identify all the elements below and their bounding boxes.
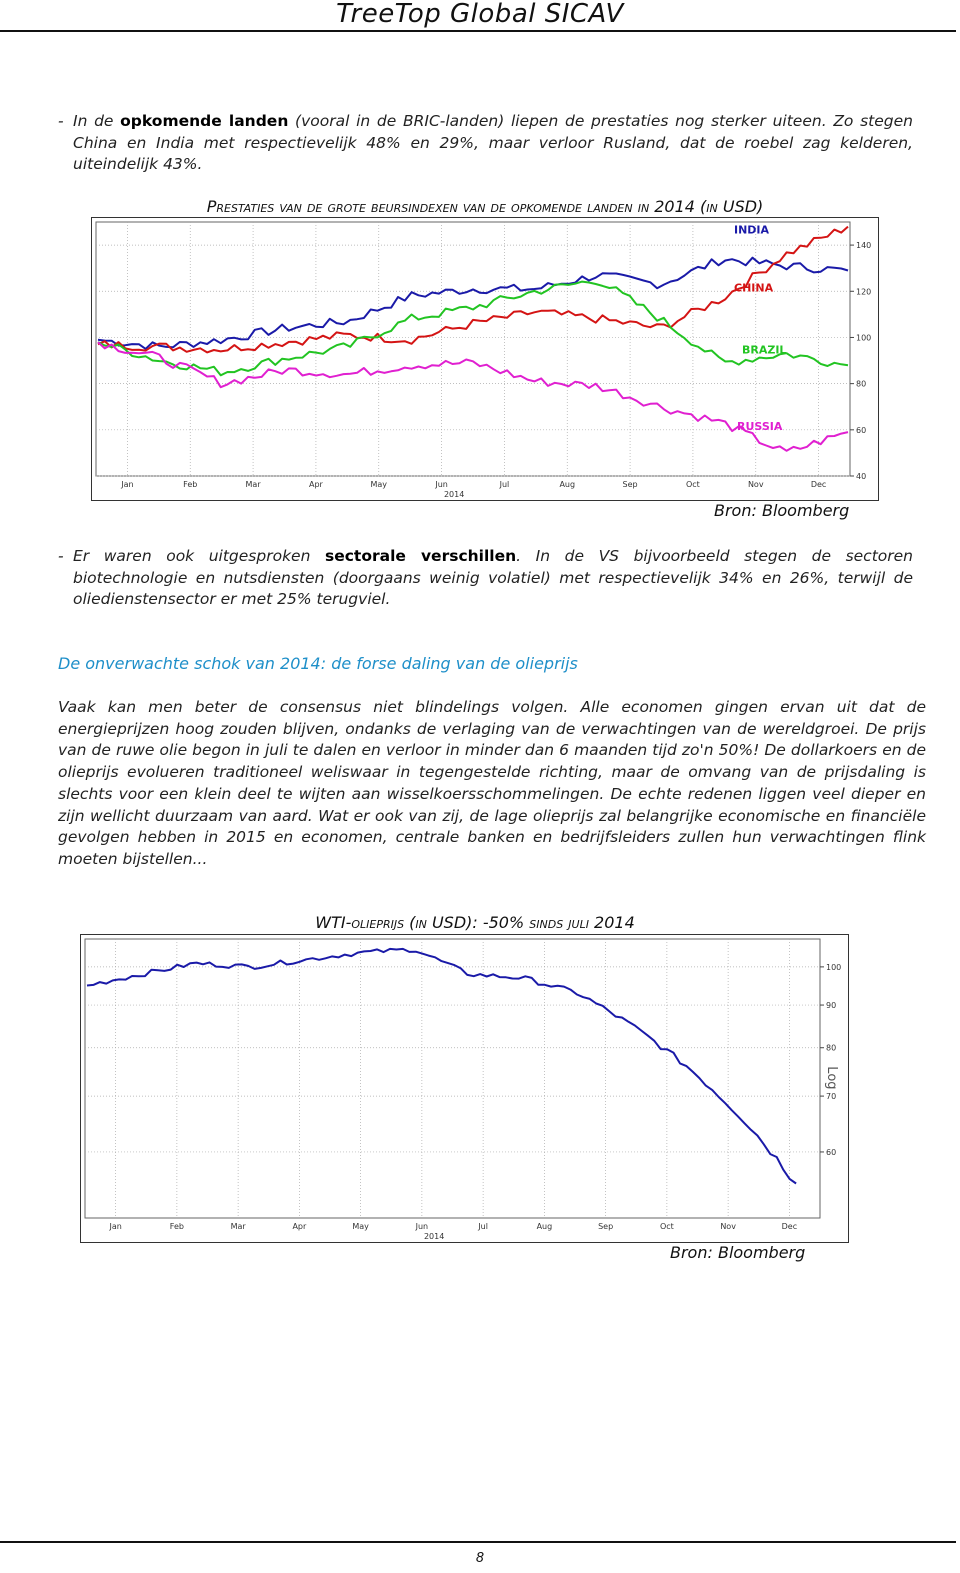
x-tick-label: Jul	[499, 480, 510, 489]
chart-source: Bron: Bloomberg	[714, 501, 850, 520]
y-tick-label: 40	[856, 472, 867, 481]
y-tick-label: 100	[826, 962, 842, 972]
plot-area	[85, 939, 820, 1218]
x-year-label: 2014	[423, 1232, 445, 1241]
x-tick-label: May	[352, 1222, 369, 1231]
axis-note: Log	[824, 1066, 839, 1090]
y-tick-label: 80	[856, 379, 867, 389]
x-tick-label: Apr	[292, 1222, 307, 1231]
page-header	[0, 0, 960, 30]
emphasis: opkomende landen	[120, 112, 289, 130]
emerging-markets-paragraph	[73, 111, 913, 176]
series-label-brazil: BRAZIL	[742, 343, 787, 357]
y-tick-label: 120	[856, 287, 872, 297]
document-title: TreeTop Global SICAV	[336, 0, 624, 29]
paragraph-text: . In de VS bijvoorbeeld stegen de sectoren biotechnologie en nutsdiensten (doorgaans weinig volatiel) met respectievelijk 34% en 26%, terwijl de oliedienstensector er met 25% terugviel.	[73, 547, 913, 609]
series-label-china: CHINA	[734, 281, 774, 295]
x-tick-label: Nov	[747, 480, 764, 489]
x-tick-label: Feb	[169, 1222, 184, 1231]
x-tick-label: Apr	[308, 480, 323, 489]
emerging-markets-chart	[91, 217, 879, 501]
x-tick-label: Jun	[415, 1222, 429, 1231]
x-tick-label: Sep	[622, 480, 638, 489]
chart-caption: WTI-olieprijs (in USD): -50% sinds juli 2014	[315, 913, 635, 932]
wti-oil-chart	[80, 934, 849, 1243]
x-tick-label: Mar	[230, 1222, 246, 1231]
emphasis: sectorale verschillen	[325, 547, 517, 565]
x-tick-label: Jun	[435, 480, 448, 489]
x-tick-label: Oct	[659, 1222, 674, 1231]
x-tick-label: Oct	[685, 480, 700, 489]
chart-source: Bron: Bloomberg	[670, 1243, 806, 1262]
x-tick-label: Feb	[183, 480, 198, 489]
y-tick-label: 100	[856, 333, 872, 343]
oil-price-paragraph: Vaak kan men beter de consensus niet blindelings volgen. Alle economen gingen ervan uit dat de energieprijzen hoog zouden blijven, ondanks de verlaging van de verwachtingen van de wereldgroei. De prijs van de ruwe olie begon in juli te dalen en verloor in minder dan 6 maanden tijd zo'n 50%! De dollarkoers en de olieprijs evolueren traditioneel weliswaar in tegengestelde richting, maar de omvang van de prijsdaling is slechts voor een klein deel te wijten aan wisselkoersschommelingen. De echte redenen liggen veel dieper en zijn wellicht duurzaam van aard. Wat er ook van zij, de lage olieprijs zal belangrijke economische en financiële gevolgen hebben in 2015 en economen, centrale banken en bedrijfsleiders zullen hun verwachtingen flink moeten bijstellen...	[58, 698, 926, 868]
x-tick-label: Mar	[245, 480, 261, 489]
y-tick-label: 60	[856, 425, 867, 435]
x-tick-label: Aug	[559, 480, 576, 489]
x-tick-label: Nov	[720, 1222, 736, 1231]
paragraph-text: In de	[73, 112, 121, 130]
x-tick-label: Dec	[810, 480, 827, 489]
y-tick-label: 90	[826, 1001, 837, 1011]
x-tick-label: Sep	[598, 1222, 614, 1231]
bullet-dash: -	[58, 112, 64, 130]
emerging-markets-line-chart	[92, 218, 878, 500]
header-rule	[0, 30, 956, 32]
x-tick-label: Jul	[478, 1222, 488, 1231]
chart-caption: Prestaties van de grote beursindexen van de opkomende landen in 2014 (in USD)	[206, 197, 764, 216]
page-number: 8	[475, 1551, 485, 1566]
paragraph-text: Er waren ook uitgesproken	[73, 547, 325, 565]
x-tick-label: Jan	[121, 480, 134, 489]
footer-rule	[0, 1541, 956, 1543]
x-tick-label: Aug	[536, 1222, 553, 1231]
y-tick-label: 70	[826, 1092, 837, 1102]
series-label-russia: RUSSIA	[737, 419, 783, 433]
y-tick-label: 60	[826, 1147, 837, 1157]
y-tick-label: 80	[826, 1043, 837, 1053]
paragraph-text: (vooral in de BRIC-landen) liepen de prestaties nog sterker uiteen. Zo stegen China en India met respectievelijk 48% en 29%, maar verloor Rusland, dat de roebel zag kelderen, uiteindelijk 43%.	[73, 112, 913, 174]
x-year-label: 2014	[443, 490, 465, 499]
section-heading: De onverwachte schok van 2014: de forse daling van de olieprijs	[58, 654, 578, 673]
sector-differences-paragraph	[73, 546, 913, 611]
x-tick-label: Dec	[781, 1222, 798, 1231]
x-tick-label: Jan	[109, 1222, 122, 1231]
wti-oil-line-chart	[81, 935, 848, 1242]
y-tick-label: 140	[856, 241, 872, 251]
series-label-india: INDIA	[734, 223, 770, 237]
x-tick-label: May	[370, 480, 388, 489]
bullet-dash: -	[58, 547, 64, 565]
